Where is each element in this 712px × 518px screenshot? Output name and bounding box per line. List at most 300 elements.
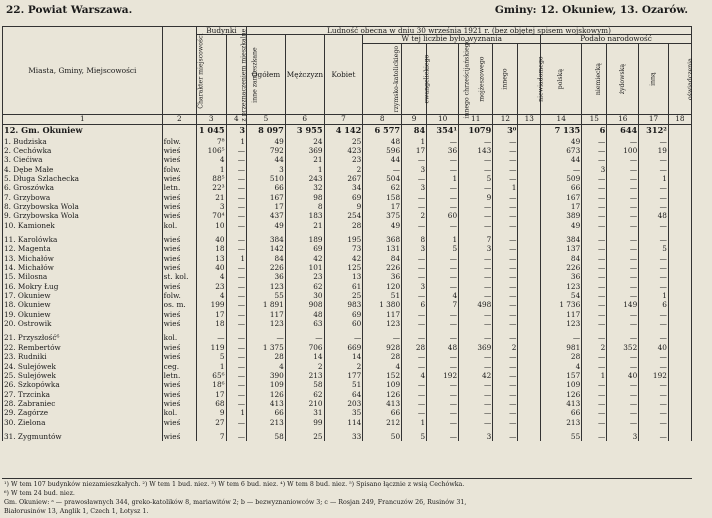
table-row xyxy=(3,193,692,202)
value-cell: — xyxy=(639,202,669,211)
value-cell: — xyxy=(607,254,639,263)
value-cell: 3 xyxy=(402,282,427,291)
value-cell: — xyxy=(493,333,518,342)
value-cell: 1 380 xyxy=(363,300,402,309)
value-cell: — xyxy=(459,418,493,427)
value-cell: 49 xyxy=(541,221,582,230)
value-cell: 58 xyxy=(285,380,324,389)
value-cell: 18 xyxy=(196,319,226,328)
value-cell: — xyxy=(607,352,639,361)
value-cell: — xyxy=(363,165,402,174)
value-cell: — xyxy=(582,272,607,281)
value-cell: 106⁵ xyxy=(196,146,226,155)
value-cell xyxy=(518,282,541,291)
value-cell: 69 xyxy=(324,310,363,319)
value-cell: 509 xyxy=(541,174,582,183)
table-row xyxy=(3,352,692,361)
value-cell: 3 xyxy=(582,165,607,174)
value-cell: — xyxy=(582,221,607,230)
value-cell: — xyxy=(582,432,607,441)
value-cell: — xyxy=(459,155,493,164)
value-cell: 192 xyxy=(427,371,459,380)
value-cell xyxy=(518,272,541,281)
value-cell: — xyxy=(459,380,493,389)
value-cell: — xyxy=(541,165,582,174)
value-cell: 1 xyxy=(226,408,247,417)
value-cell: 2 xyxy=(493,343,518,352)
value-cell xyxy=(668,380,691,389)
character-cell: wieś xyxy=(162,310,196,319)
value-cell xyxy=(668,155,691,164)
value-cell: 1 xyxy=(402,137,427,146)
character-cell: wieś xyxy=(162,244,196,253)
value-cell xyxy=(668,310,691,319)
value-cell xyxy=(518,235,541,244)
value-cell: — xyxy=(427,310,459,319)
value-cell: 3 xyxy=(196,202,226,211)
value-cell: — xyxy=(639,319,669,328)
table-row xyxy=(3,137,692,146)
character-cell: wieś xyxy=(162,390,196,399)
value-cell: 63 xyxy=(285,319,324,328)
value-cell: — xyxy=(226,432,247,441)
column-number-row xyxy=(3,114,692,124)
value-cell: 3 xyxy=(607,432,639,441)
gmina-other: 3⁰ xyxy=(493,124,518,137)
col-res-buildings-header: z przeznaczeniem mieszkalne xyxy=(196,35,226,114)
table-row xyxy=(3,263,692,272)
value-cell: 55 xyxy=(541,432,582,441)
value-cell: — xyxy=(402,390,427,399)
value-cell: 137 xyxy=(541,244,582,253)
value-cell: — xyxy=(639,399,669,408)
value-cell: — xyxy=(427,352,459,361)
value-cell: — xyxy=(607,408,639,417)
value-cell: 13 xyxy=(196,254,226,263)
value-cell: — xyxy=(639,310,669,319)
value-cell: 61 xyxy=(324,282,363,291)
col-place-header: Miasta, Gminy, Miejscowości xyxy=(3,27,163,115)
value-cell: — xyxy=(639,254,669,263)
value-cell: — xyxy=(402,380,427,389)
table-row xyxy=(3,254,692,263)
value-cell: — xyxy=(363,333,402,342)
col-moj-header: mojżeszowego xyxy=(459,43,493,114)
character-cell: letn. xyxy=(162,371,196,380)
col-religion-header: W tej liczbie było wyznania xyxy=(363,35,541,43)
table-row xyxy=(3,174,692,183)
col-num: 14 xyxy=(541,114,582,124)
value-cell: 199 xyxy=(196,300,226,309)
value-cell: 706 xyxy=(285,343,324,352)
value-cell: — xyxy=(402,310,427,319)
value-cell: 254 xyxy=(324,211,363,220)
value-cell: — xyxy=(226,235,247,244)
gmina-de: 6 xyxy=(582,124,607,137)
value-cell: 68 xyxy=(196,399,226,408)
value-cell: 40 xyxy=(196,235,226,244)
value-cell: — xyxy=(402,221,427,230)
value-cell: — xyxy=(226,174,247,183)
gmina-ow xyxy=(668,124,691,137)
value-cell: — xyxy=(226,272,247,281)
value-cell: — xyxy=(639,183,669,192)
value-cell: 226 xyxy=(247,263,286,272)
value-cell: 19 xyxy=(639,146,669,155)
value-cell: 13 xyxy=(324,272,363,281)
value-cell: 384 xyxy=(247,235,286,244)
value-cell: 437 xyxy=(247,211,286,220)
value-cell: — xyxy=(493,202,518,211)
value-cell: — xyxy=(582,310,607,319)
value-cell: 1 xyxy=(427,174,459,183)
value-cell: — xyxy=(402,352,427,361)
value-cell: — xyxy=(582,399,607,408)
value-cell: 1 xyxy=(226,254,247,263)
value-cell: 21 xyxy=(285,155,324,164)
value-cell: 51 xyxy=(324,380,363,389)
value-cell: — xyxy=(493,137,518,146)
statistics-table xyxy=(2,26,692,441)
table-row xyxy=(3,155,692,164)
value-cell: 70⁴ xyxy=(196,211,226,220)
value-cell: 2 xyxy=(324,165,363,174)
value-cell: 126 xyxy=(363,390,402,399)
value-cell: 243 xyxy=(285,174,324,183)
table-row xyxy=(3,399,692,408)
value-cell: — xyxy=(639,263,669,272)
col-oth-nat-header: inną xyxy=(639,43,669,114)
value-cell: 195 xyxy=(324,235,363,244)
value-cell: — xyxy=(607,399,639,408)
value-cell: — xyxy=(607,183,639,192)
value-cell xyxy=(518,418,541,427)
value-cell: 143 xyxy=(459,146,493,155)
value-cell xyxy=(668,244,691,253)
value-cell xyxy=(668,399,691,408)
value-cell xyxy=(518,211,541,220)
value-cell: 100 xyxy=(607,146,639,155)
value-cell: 65⁶ xyxy=(196,371,226,380)
col-num: 11 xyxy=(459,114,493,124)
value-cell xyxy=(518,343,541,352)
value-cell: — xyxy=(459,183,493,192)
value-cell xyxy=(668,202,691,211)
value-cell: — xyxy=(639,390,669,399)
value-cell: — xyxy=(582,408,607,417)
value-cell: — xyxy=(226,165,247,174)
value-cell: — xyxy=(493,211,518,220)
value-cell: — xyxy=(639,380,669,389)
character-cell: wieś xyxy=(162,263,196,272)
value-cell: — xyxy=(226,399,247,408)
gmina-total-row xyxy=(3,124,692,137)
value-cell: 62 xyxy=(363,183,402,192)
value-cell: 1 xyxy=(226,137,247,146)
value-cell: 1 xyxy=(285,165,324,174)
value-cell: — xyxy=(226,282,247,291)
value-cell: 792 xyxy=(247,146,286,155)
character-cell: wieś xyxy=(162,235,196,244)
gmina-char xyxy=(162,124,196,137)
value-cell: 84 xyxy=(247,254,286,263)
value-cell: — xyxy=(226,418,247,427)
value-cell: — xyxy=(582,362,607,371)
value-cell xyxy=(518,137,541,146)
value-cell: 98 xyxy=(285,193,324,202)
value-cell: 101 xyxy=(285,263,324,272)
value-cell: 7 xyxy=(196,432,226,441)
value-cell: 1 xyxy=(427,235,459,244)
value-cell: — xyxy=(427,282,459,291)
value-cell: 510 xyxy=(247,174,286,183)
value-cell: — xyxy=(402,333,427,342)
col-num: 6 xyxy=(285,114,324,124)
value-cell xyxy=(668,352,691,361)
value-cell: — xyxy=(427,380,459,389)
value-cell: 23 xyxy=(324,155,363,164)
value-cell: — xyxy=(582,380,607,389)
value-cell: — xyxy=(493,263,518,272)
place-name-cell: 4. Dębe Małe xyxy=(3,165,163,174)
value-cell: 49 xyxy=(541,137,582,146)
value-cell: 203 xyxy=(324,399,363,408)
value-cell: — xyxy=(459,282,493,291)
value-cell: 4 xyxy=(247,362,286,371)
table-row xyxy=(3,235,692,244)
value-cell: — xyxy=(582,390,607,399)
value-cell: 4 xyxy=(541,362,582,371)
value-cell: — xyxy=(582,319,607,328)
value-cell: 9 xyxy=(196,408,226,417)
value-cell: — xyxy=(459,165,493,174)
value-cell: — xyxy=(427,399,459,408)
value-cell: 167 xyxy=(541,193,582,202)
value-cell: 183 xyxy=(285,211,324,220)
value-cell: — xyxy=(493,319,518,328)
value-cell: — xyxy=(607,235,639,244)
value-cell: 368 xyxy=(363,235,402,244)
value-cell: — xyxy=(226,319,247,328)
value-cell: — xyxy=(493,272,518,281)
value-cell: 177 xyxy=(324,371,363,380)
value-cell: — xyxy=(459,310,493,319)
table-row xyxy=(3,146,692,155)
value-cell: 9 xyxy=(324,202,363,211)
table-row xyxy=(3,418,692,427)
value-cell xyxy=(518,310,541,319)
footnote-3: Gm. Okuniew: ᵃ — prawosławnych 344, greko-katolików 8, mariawitów 2; b — bezwyznaniowców 3; c — Rosjan 249, Francuzów 26, Rusinów 31, xyxy=(4,499,467,506)
character-cell: kol. xyxy=(162,333,196,342)
value-cell: — xyxy=(582,263,607,272)
col-buildings-header: Budynki xyxy=(196,27,246,35)
value-cell: — xyxy=(582,300,607,309)
value-cell xyxy=(518,221,541,230)
value-cell: 413 xyxy=(363,399,402,408)
value-cell: 413 xyxy=(247,399,286,408)
gmina-pl: 7 135 xyxy=(541,124,582,137)
value-cell xyxy=(668,263,691,272)
value-cell: 123 xyxy=(247,319,286,328)
value-cell: — xyxy=(427,254,459,263)
value-cell: — xyxy=(226,343,247,352)
value-cell: — xyxy=(427,137,459,146)
value-cell xyxy=(518,165,541,174)
character-cell: kol. xyxy=(162,408,196,417)
value-cell: — xyxy=(493,282,518,291)
value-cell: — xyxy=(226,193,247,202)
col-unk-nat-header: oświadczenia xyxy=(668,43,691,114)
value-cell: 4 xyxy=(196,272,226,281)
value-cell: — xyxy=(493,221,518,230)
value-cell: — xyxy=(607,319,639,328)
place-name-cell: 25. Sulejówek xyxy=(3,371,163,380)
table-row xyxy=(3,371,692,380)
value-cell: 22³ xyxy=(196,183,226,192)
value-cell: — xyxy=(493,165,518,174)
character-cell: wieś xyxy=(162,282,196,291)
value-cell: — xyxy=(639,362,669,371)
gmina-inna: 312² xyxy=(639,124,669,137)
value-cell: — xyxy=(582,155,607,164)
value-cell: 25 xyxy=(324,291,363,300)
value-cell: 58 xyxy=(247,432,286,441)
value-cell: — xyxy=(402,155,427,164)
value-cell: 389 xyxy=(541,211,582,220)
value-cell: 50 xyxy=(363,432,402,441)
value-cell xyxy=(668,432,691,441)
value-cell: 226 xyxy=(363,263,402,272)
place-name-cell: 2. Cechówka xyxy=(3,146,163,155)
value-cell: — xyxy=(639,272,669,281)
place-name-cell: 31. Zygmuntów xyxy=(3,432,163,441)
character-cell: wieś xyxy=(162,174,196,183)
value-cell: — xyxy=(226,244,247,253)
value-cell: 42 xyxy=(285,254,324,263)
value-cell: 673 xyxy=(541,146,582,155)
table-row xyxy=(3,380,692,389)
value-cell: 48 xyxy=(639,211,669,220)
value-cell: 42 xyxy=(324,254,363,263)
value-cell: 5 xyxy=(196,352,226,361)
value-cell: — xyxy=(639,282,669,291)
footnote-rule xyxy=(2,478,692,479)
value-cell: — xyxy=(582,211,607,220)
value-cell xyxy=(518,319,541,328)
value-cell: — xyxy=(402,193,427,202)
col-orth-header: innego chrześcijańskiego xyxy=(427,43,459,114)
value-cell: 1 736 xyxy=(541,300,582,309)
value-cell: 17 xyxy=(363,202,402,211)
table-row xyxy=(3,291,692,300)
character-cell: letn. xyxy=(162,183,196,192)
col-women-header: Kobiet xyxy=(324,35,363,114)
value-cell: 908 xyxy=(285,300,324,309)
value-cell: — xyxy=(607,244,639,253)
value-cell: 36 xyxy=(247,272,286,281)
value-cell: — xyxy=(607,137,639,146)
value-cell: 17 xyxy=(402,146,427,155)
value-cell: — xyxy=(427,432,459,441)
col-other-buildings-header: inne zamieszkane xyxy=(226,35,247,114)
value-cell: 28 xyxy=(324,221,363,230)
value-cell: — xyxy=(639,221,669,230)
value-cell: — xyxy=(427,319,459,328)
col-num: 10 xyxy=(427,114,459,124)
value-cell: 384 xyxy=(541,235,582,244)
value-cell: 4 xyxy=(427,291,459,300)
gmina-unk xyxy=(518,124,541,137)
col-rk-header: rzymsko-katolickiego xyxy=(363,43,402,114)
place-name-cell: 20. Ostrowik xyxy=(3,319,163,328)
value-cell: 62 xyxy=(285,390,324,399)
value-cell: 49 xyxy=(247,221,286,230)
value-cell: 3 xyxy=(459,432,493,441)
place-name-cell: 1. Budziska xyxy=(3,137,163,146)
value-cell: — xyxy=(582,193,607,202)
value-cell: — xyxy=(607,418,639,427)
value-cell: 123 xyxy=(363,319,402,328)
value-cell: 9 xyxy=(459,193,493,202)
value-cell: — xyxy=(582,235,607,244)
value-cell: 99 xyxy=(285,418,324,427)
place-name-cell: 19. Okuniew xyxy=(3,310,163,319)
col-jew-header: żydowską xyxy=(607,43,639,114)
col-population-header: Ludność obecna w dniu 30 września 1921 r. (bez objętej spisem wojskowym) xyxy=(247,27,692,35)
value-cell: 42 xyxy=(459,371,493,380)
value-cell: 352 xyxy=(607,343,639,352)
value-cell: 44 xyxy=(363,155,402,164)
value-cell: — xyxy=(402,291,427,300)
footnote-2: ⁶) W tem 24 bud. niez. xyxy=(4,490,75,497)
value-cell: 369 xyxy=(459,343,493,352)
table-row xyxy=(3,282,692,291)
value-cell: 73 xyxy=(324,244,363,253)
place-name-cell: 3. Ciećiwa xyxy=(3,155,163,164)
value-cell: — xyxy=(607,202,639,211)
value-cell: — xyxy=(493,244,518,253)
value-cell: — xyxy=(459,291,493,300)
value-cell: — xyxy=(427,202,459,211)
value-cell: — xyxy=(427,272,459,281)
col-character-header: Charakter miejscowości xyxy=(162,27,196,115)
value-cell: — xyxy=(427,390,459,399)
value-cell: — xyxy=(493,399,518,408)
value-cell xyxy=(518,183,541,192)
value-cell: — xyxy=(427,155,459,164)
value-cell: — xyxy=(226,362,247,371)
value-cell: 36 xyxy=(541,272,582,281)
value-cell xyxy=(518,390,541,399)
value-cell: — xyxy=(459,221,493,230)
value-cell xyxy=(668,211,691,220)
value-cell: — xyxy=(493,380,518,389)
value-cell: 3 xyxy=(402,165,427,174)
value-cell: — xyxy=(607,221,639,230)
value-cell: — xyxy=(459,362,493,371)
character-cell: folw. xyxy=(162,165,196,174)
col-num: 7 xyxy=(324,114,363,124)
value-cell: 44 xyxy=(247,155,286,164)
value-cell: 4 xyxy=(363,362,402,371)
value-cell: 157 xyxy=(541,371,582,380)
col-nationality-header: Podało narodowość xyxy=(541,35,692,43)
value-cell: 1 xyxy=(582,371,607,380)
value-cell: 84 xyxy=(363,254,402,263)
value-cell: — xyxy=(459,333,493,342)
value-cell: — xyxy=(493,362,518,371)
value-cell: — xyxy=(226,333,247,342)
